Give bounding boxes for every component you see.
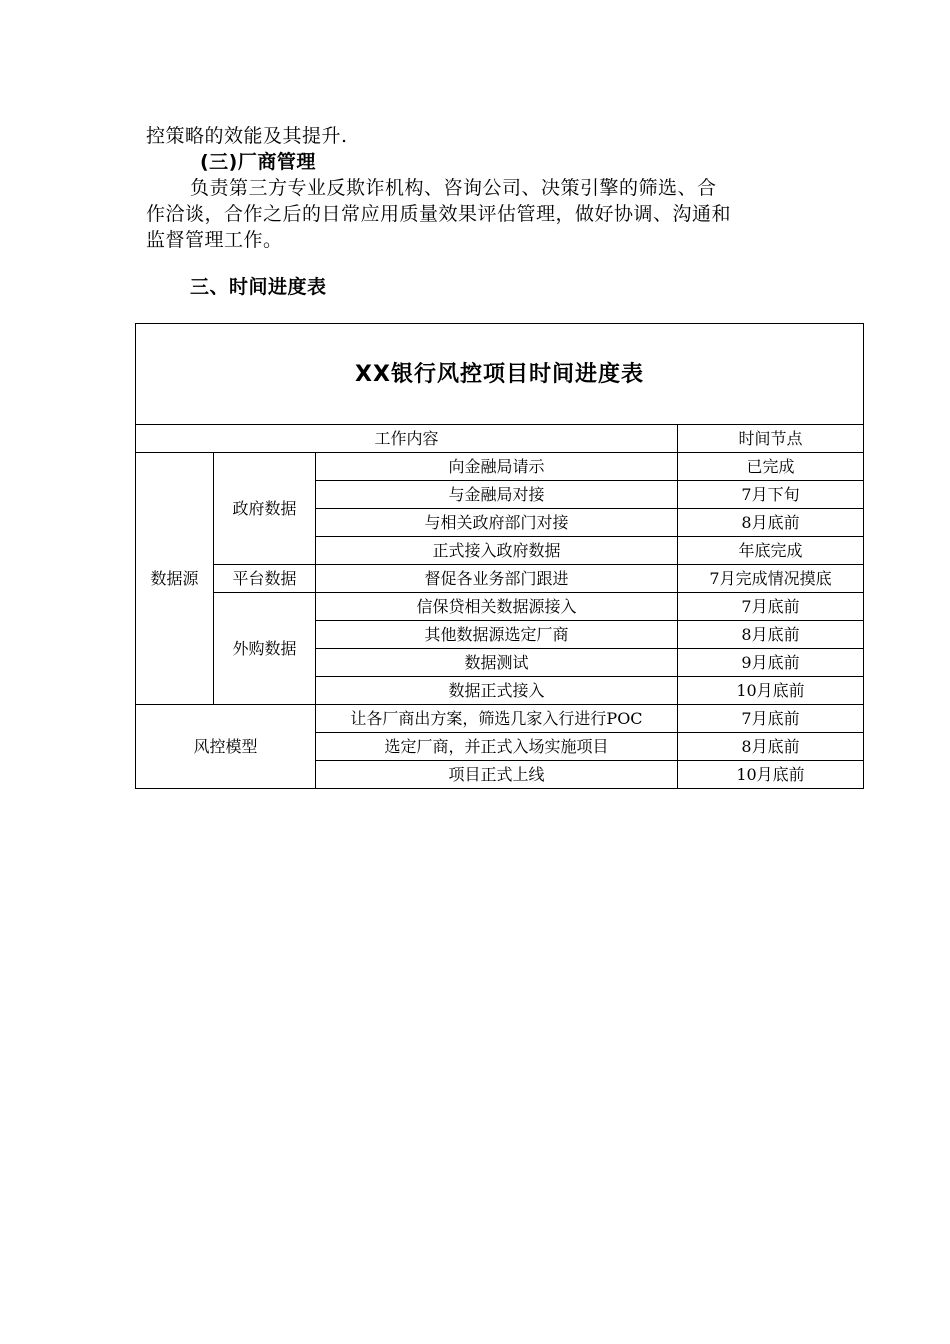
time-cell: 已完成 (678, 453, 864, 481)
group-purchased-data: 外购数据 (214, 593, 316, 705)
table-header-row (136, 425, 864, 453)
time-cell: 10月底前 (678, 761, 864, 789)
paragraph-line-1: 负责第三方专业反欺诈机构、咨询公司、决策引擎的筛选、合 (190, 177, 717, 199)
task-cell: 让各厂商出方案，筛选几家入行进行POC (316, 705, 678, 733)
time-cell: 7月底前 (678, 593, 864, 621)
time-cell: 9月底前 (678, 649, 864, 677)
task-cell: 与相关政府部门对接 (316, 509, 678, 537)
time-cell: 10月底前 (678, 677, 864, 705)
task-cell: 数据测试 (316, 649, 678, 677)
table-row (136, 593, 864, 621)
time-cell: 年底完成 (678, 537, 864, 565)
task-cell: 数据正式接入 (316, 677, 678, 705)
table-row (136, 565, 864, 593)
group-platform-data: 平台数据 (214, 565, 316, 593)
task-cell: 其他数据源选定厂商 (316, 621, 678, 649)
task-cell: 项目正式上线 (316, 761, 678, 789)
task-cell: 正式接入政府数据 (316, 537, 678, 565)
task-cell: 选定厂商，并正式入场实施项目 (316, 733, 678, 761)
table-row (136, 705, 864, 733)
table-title-row (136, 324, 864, 425)
time-cell: 8月底前 (678, 621, 864, 649)
group-gov-data: 政府数据 (214, 453, 316, 565)
header-work-content: 工作内容 (136, 425, 678, 453)
task-cell: 向金融局请示 (316, 453, 678, 481)
task-cell: 与金融局对接 (316, 481, 678, 509)
table-row (136, 453, 864, 481)
time-cell: 8月底前 (678, 733, 864, 761)
time-cell: 8月底前 (678, 509, 864, 537)
paragraph-line-2: 作洽谈，合作之后的日常应用质量效果评估管理，做好协调、沟通和 (146, 203, 732, 225)
time-cell: 7月下旬 (678, 481, 864, 509)
paragraph-tail: 控策略的效能及其提升. (146, 125, 348, 147)
schedule-table (135, 323, 864, 789)
table-title: XX银行风控项目时间进度表 (136, 324, 864, 425)
header-timeline: 时间节点 (678, 425, 864, 453)
subheading-vendor-management: (三)厂商管理 (200, 151, 316, 173)
group-risk-model: 风控模型 (136, 705, 316, 789)
task-cell: 信保贷相关数据源接入 (316, 593, 678, 621)
time-cell: 7月完成情况摸底 (678, 565, 864, 593)
task-cell: 督促各业务部门跟进 (316, 565, 678, 593)
time-cell: 7月底前 (678, 705, 864, 733)
paragraph-line-3: 监督管理工作。 (146, 229, 283, 251)
section-heading-schedule: 三、时间进度表 (190, 276, 327, 298)
group-datasource: 数据源 (136, 453, 214, 705)
